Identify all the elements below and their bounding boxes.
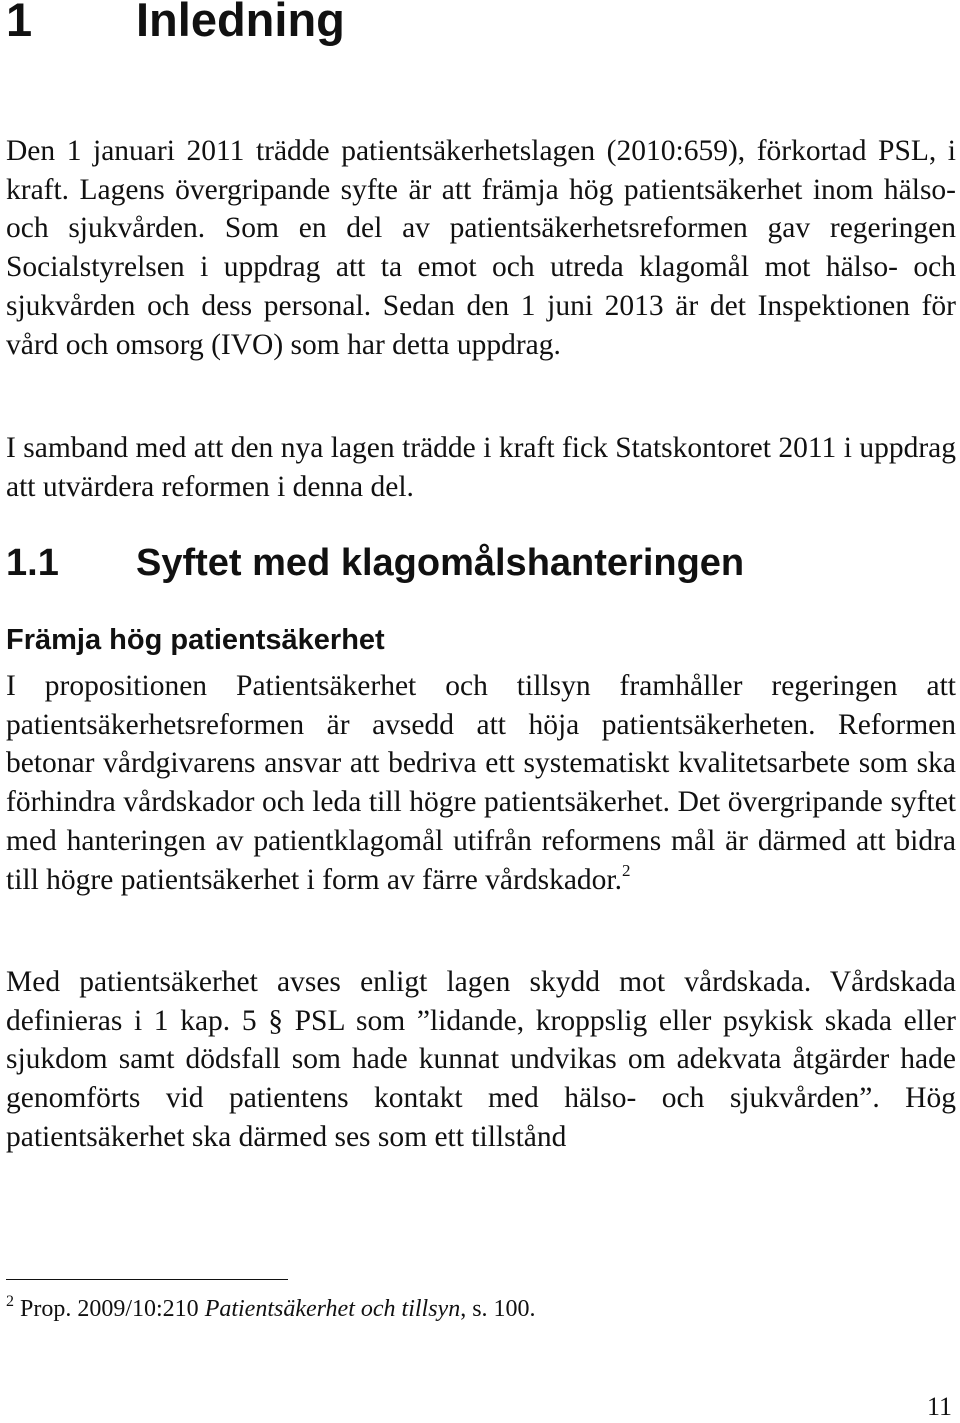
footnote-prefix: Prop. 2009/10:210 <box>20 1296 205 1322</box>
section-number: 1.1 <box>6 542 59 584</box>
footnote-suffix: , s. 100. <box>460 1296 536 1322</box>
chapter-title: Inledning <box>136 0 345 46</box>
section-paragraph-1-text: I propositionen Patientsäkerhet och tillsyn framhåller regeringen att patientsäkerhetsreformen är avsedd att höja patientsäkerheten. Reformen betonar vårdgivarens ansvar att bedriva ett systematiskt kvalitetsarbete som ska förhindra vårdskador och leda till högre patientsäkerhet. Det övergripande syftet med hanteringen av patientklagomål utifrån reformens mål är därmed att bidra till högre patientsäkerhet i form av färre vårdskador. <box>6 670 956 896</box>
footnote-number: 2 <box>6 1293 14 1310</box>
footnote <box>6 1292 536 1326</box>
chapter-number: 1 <box>6 0 33 46</box>
section-paragraph-2: Med patientsäkerhet avses enligt lagen skydd mot vårdskada. Vårdskada definieras i 1 kap. 5 § PSL som ”lidande, kroppslig eller psykisk skada eller sjukdom samt dödsfall som hade kunnat undvikas om adekvata åtgärder hade genomförts vid patientens kontakt med hälso- och sjukvården”. Hög patientsäkerhet ska därmed ses som ett tillstånd <box>6 966 956 1153</box>
footnote-separator <box>6 1279 288 1280</box>
footnote-title: Patientsäkerhet och tillsyn <box>204 1296 461 1322</box>
footnote-reference[interactable]: 2 <box>622 860 631 880</box>
chapter-heading <box>6 0 345 52</box>
page-number: 11 <box>926 1392 952 1421</box>
intro-paragraph-1: Den 1 januari 2011 trädde patientsäkerhetslagen (2010:659), förkortad PSL, i kraft. Lagens övergripande syfte är att främja hög patientsäkerhet inom hälso- och sjukvården. Som en del av patientsäkerhetsreformen gav regeringen Socialstyrelsen i uppdrag att ta emot och utreda klagomål mot hälso- och sjukvården och dess personal. Sedan den 1 juni 2013 är det Inspektionen för vård och omsorg (IVO) som har detta uppdrag. <box>6 135 956 361</box>
subsection-heading: Främja hög patientsäkerhet <box>6 624 385 656</box>
section-title: Syftet med klagomålshanteringen <box>136 542 745 584</box>
section-paragraph-1 <box>6 667 956 899</box>
intro-paragraph-2: I samband med att den nya lagen trädde i kraft fick Statskontoret 2011 i uppdrag att utvärdera reformen i denna del. <box>6 432 956 503</box>
section-heading <box>6 535 744 591</box>
